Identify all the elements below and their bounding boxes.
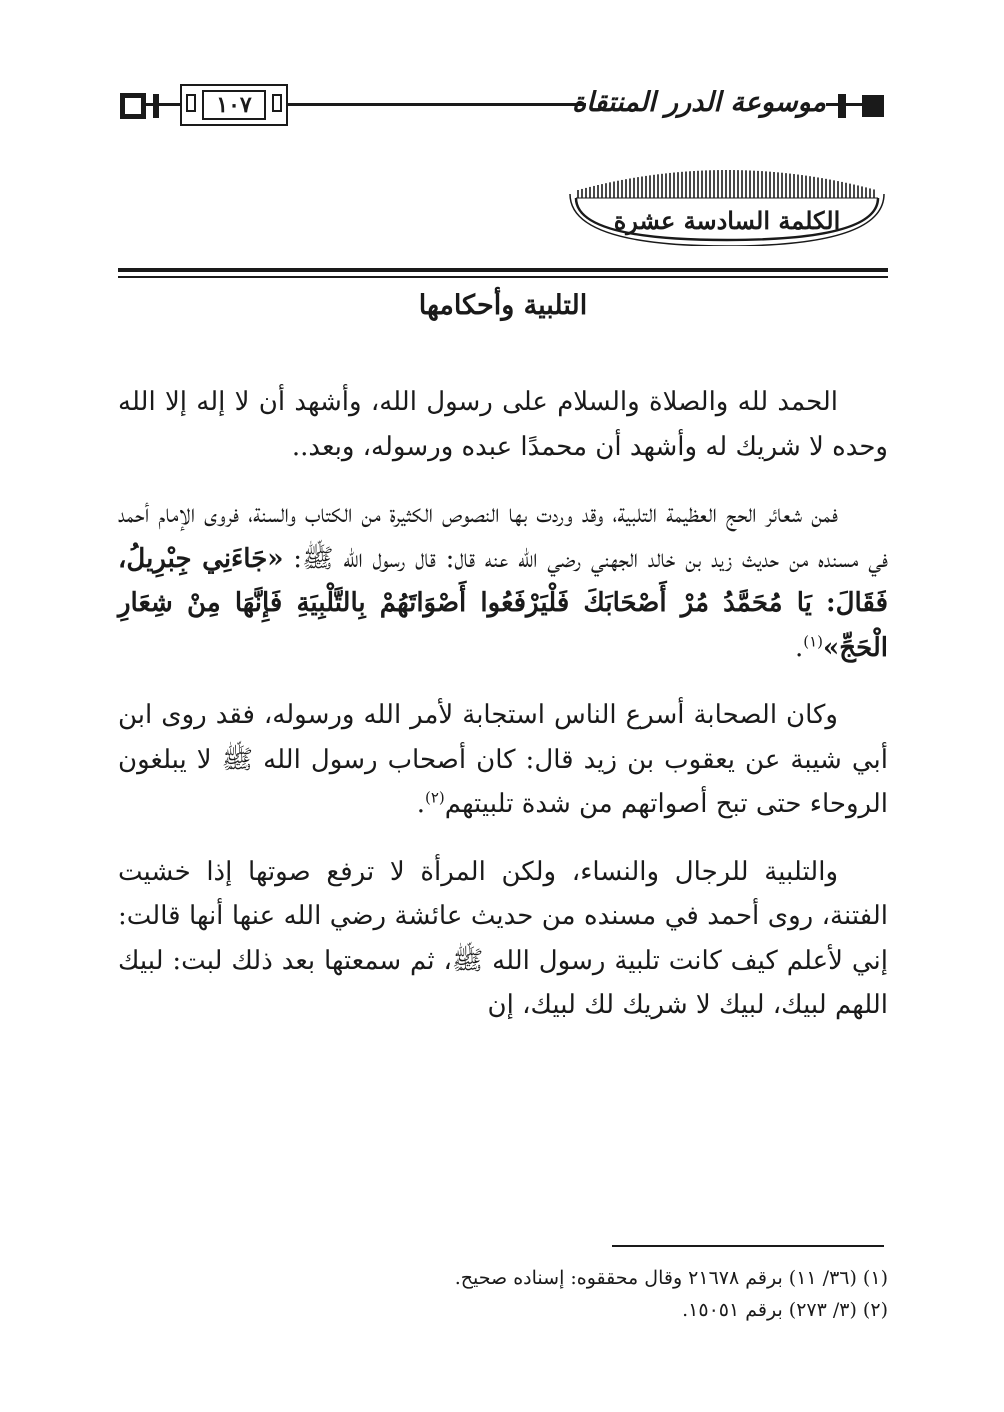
page-number-frame — [180, 84, 288, 126]
header-bar-ornament-left — [153, 94, 159, 118]
paragraph-1: الحمد لله والصلاة والسلام على رسول الله، وأشهد أن لا إله إلا الله وحده لا شريك له وأشهد أن محمدًا عبده ورسوله، وبعد.. — [118, 387, 888, 462]
paragraph-3 — [118, 693, 888, 827]
footnote-2: (٢) (٣/ ٢٧٣) برقم ١٥٠٥١. — [682, 1299, 888, 1321]
article-body — [118, 380, 888, 1051]
page-number: ١٠٧ — [216, 92, 252, 118]
article-title: التلبية وأحكامها — [418, 290, 588, 321]
paragraph-2 — [118, 492, 888, 670]
frame-ornament-left — [186, 94, 196, 112]
header-bar-ornament — [838, 94, 846, 118]
footnote-rule — [612, 1245, 884, 1247]
chapter-badge — [568, 154, 886, 246]
footnote-1: (١) (٣٦/ ١١) برقم ٢١٦٧٨ وقال محققوه: إسناده صحيح. — [454, 1267, 888, 1289]
paragraph-3-text: وكان الصحابة أسرع الناس استجابة لأمر الله ورسوله، فقد روى ابن أبي شيبة عن يعقوب بن زيد قال: كان أصحاب رسول الله ﷺ لا يبلغون الروحاء حتى تبح أصواتهم من شدة تلبيتهم — [118, 700, 888, 819]
paragraph-4: والتلبية للرجال والنساء، ولكن المرأة لا ترفع صوتها إذا خشيت الفتنة، روى أحمد في مسنده من حديث عائشة رضي الله عنها أنها قالت: إني لأعلم كيف كانت تلبية رسول الله ﷺ، ثم سمعتها بعد ذلك لبت: لبيك اللهم لبيك، لبيك لا شريك لك لبيك، إن — [118, 856, 888, 1020]
series-title: موسوعة الدرر المنتقاة — [586, 78, 826, 128]
paragraph-2-intro: فمن شعائر الحج العظيمة التلبية، وقد وردت بها النصوص الكثيرة من الكتاب والسنة، فروى الإمام أحمد في مسنده من حديث زيد بن خالد الجهني رضي الله عنه قال: قال رسول الله ﷺ: — [118, 499, 889, 574]
chapter-label: الكلمة السادسة عشرة — [613, 206, 841, 235]
footnotes — [118, 1262, 888, 1326]
header-square-ornament — [862, 95, 884, 117]
hadith-quote: «جَاءَنِي جِبْرِيلُ، فَقَالَ: يَا مُحَمَّدُ مُرْ أَصْحَابَكَ فَلْيَرْفَعُوا أَصْوَاتَهُمْ بِالتَّلْبِيَةِ فَإِنَّهَا مِنْ شِعَارِ الْحَجِّ» — [118, 543, 888, 663]
paragraph-2-end: . — [794, 632, 804, 663]
header-square-outline-ornament — [120, 93, 146, 119]
footnote-ref-2[interactable]: (٢) — [424, 788, 445, 807]
frame-ornament-right — [272, 94, 282, 112]
footnote-ref-1[interactable]: (١) — [803, 631, 824, 650]
title-rule-thick — [118, 268, 888, 272]
paragraph-3-end: . — [416, 789, 425, 819]
title-rule-thin — [118, 276, 888, 278]
